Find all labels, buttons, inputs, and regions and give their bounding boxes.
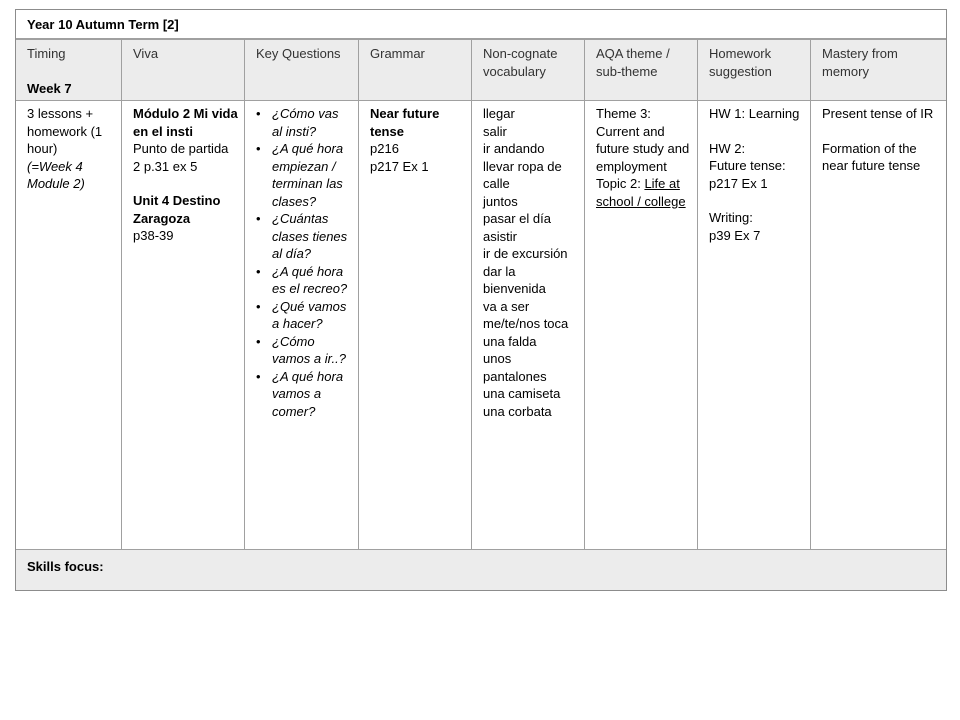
key-question: • ¿Cuántas clases tienes al día? <box>256 210 352 263</box>
aqa-theme: Theme 3: Current and future study and employment <box>596 106 690 174</box>
vocab-item: dar la bienvenida <box>483 263 546 296</box>
skills-focus-label: Skills focus: <box>27 559 104 574</box>
content-row <box>16 101 946 550</box>
spacer <box>709 192 804 209</box>
homework-2-text: Future tense: p217 Ex 1 <box>709 158 786 191</box>
key-question: • ¿Qué vamos a hacer? <box>256 298 352 333</box>
vocab-item: juntos <box>483 193 518 209</box>
spacer <box>27 63 115 80</box>
key-questions-list <box>256 105 352 420</box>
header-viva: Viva <box>121 40 244 100</box>
grammar-cell <box>358 101 471 549</box>
spacer <box>822 123 940 140</box>
mastery-item: Present tense of IR <box>822 106 934 121</box>
title-row <box>16 10 946 40</box>
grammar-ref: p216 <box>370 141 399 156</box>
mastery-item: Formation of the near future tense <box>822 140 921 173</box>
vocab-item: una camiseta <box>483 386 561 401</box>
spacer <box>709 123 804 140</box>
aqa-topic-prefix: Topic 2: <box>596 176 641 191</box>
aqa-theme-cell <box>584 101 697 549</box>
vocab-item: salir <box>483 123 507 139</box>
homework-writing-ref: p39 Ex 7 <box>709 227 761 243</box>
viva-module-ref: Punto de partida 2 p.31 ex 5 <box>133 141 229 174</box>
aqa-topic-link[interactable]: Life at school / college <box>596 176 686 209</box>
vocab-item: ir de excursión <box>483 246 568 261</box>
key-question: • ¿A qué hora es el recreo? <box>256 263 352 298</box>
key-question: • ¿Cómo vas al insti? <box>256 105 352 140</box>
viva-cell <box>121 101 244 549</box>
viva-unit: Unit 4 Destino Zaragoza <box>133 193 221 226</box>
vocab-item: pasar el día <box>483 211 551 226</box>
viva-unit-ref: p38-39 <box>133 228 174 243</box>
spacer <box>133 175 238 192</box>
vocab-item: asistir <box>483 228 517 244</box>
grammar-title: Near future tense <box>370 106 440 139</box>
header-row <box>16 40 946 101</box>
term-plan-table <box>15 9 947 591</box>
table-title: Year 10 Autumn Term [2] <box>27 17 179 32</box>
vocabulary-cell <box>471 101 584 549</box>
vocab-item: llegar <box>483 106 515 121</box>
homework-1: HW 1: Learning <box>709 106 800 121</box>
vocab-item: una falda <box>483 333 537 349</box>
header-grammar: Grammar <box>358 40 471 100</box>
key-question: • ¿A qué hora vamos a comer? <box>256 368 352 421</box>
header-aqa-theme: AQA theme / sub-theme <box>584 40 697 100</box>
vocab-item: ir andando <box>483 141 545 156</box>
timing-cell <box>16 101 121 549</box>
key-question: • ¿Cómo vamos a ir..? <box>256 333 352 368</box>
vocab-item: va a ser <box>483 298 530 314</box>
viva-module: Módulo 2 Mi vida en el insti <box>133 106 238 139</box>
vocab-item: una corbata <box>483 403 552 419</box>
header-homework: Homework suggestion <box>697 40 810 100</box>
timing-text: 3 lessons + homework (1 hour) <box>27 106 103 156</box>
key-question: • ¿A qué hora empiezan / terminan las clases? <box>256 140 352 210</box>
homework-writing-label: Writing: <box>709 210 753 225</box>
vocab-item: llevar ropa de calle <box>483 158 562 191</box>
mastery-cell <box>810 101 946 549</box>
header-vocabulary: Non-cognate vocabulary <box>471 40 584 100</box>
header-timing-label: Timing <box>27 46 66 61</box>
grammar-ref: p217 Ex 1 <box>370 158 429 174</box>
header-mastery: Mastery from memory <box>810 40 946 100</box>
skills-focus-row <box>16 550 946 590</box>
timing-note: (=Week 4 Module 2) <box>27 158 85 191</box>
header-week-label: Week 7 <box>27 80 72 96</box>
vocab-item: me/te/nos toca <box>483 316 569 331</box>
key-questions-cell <box>244 101 358 549</box>
homework-cell <box>697 101 810 549</box>
header-timing <box>16 40 121 100</box>
vocab-item: unos pantalones <box>483 351 547 384</box>
homework-2-label: HW 2: <box>709 140 746 156</box>
header-key-questions: Key Questions <box>244 40 358 100</box>
